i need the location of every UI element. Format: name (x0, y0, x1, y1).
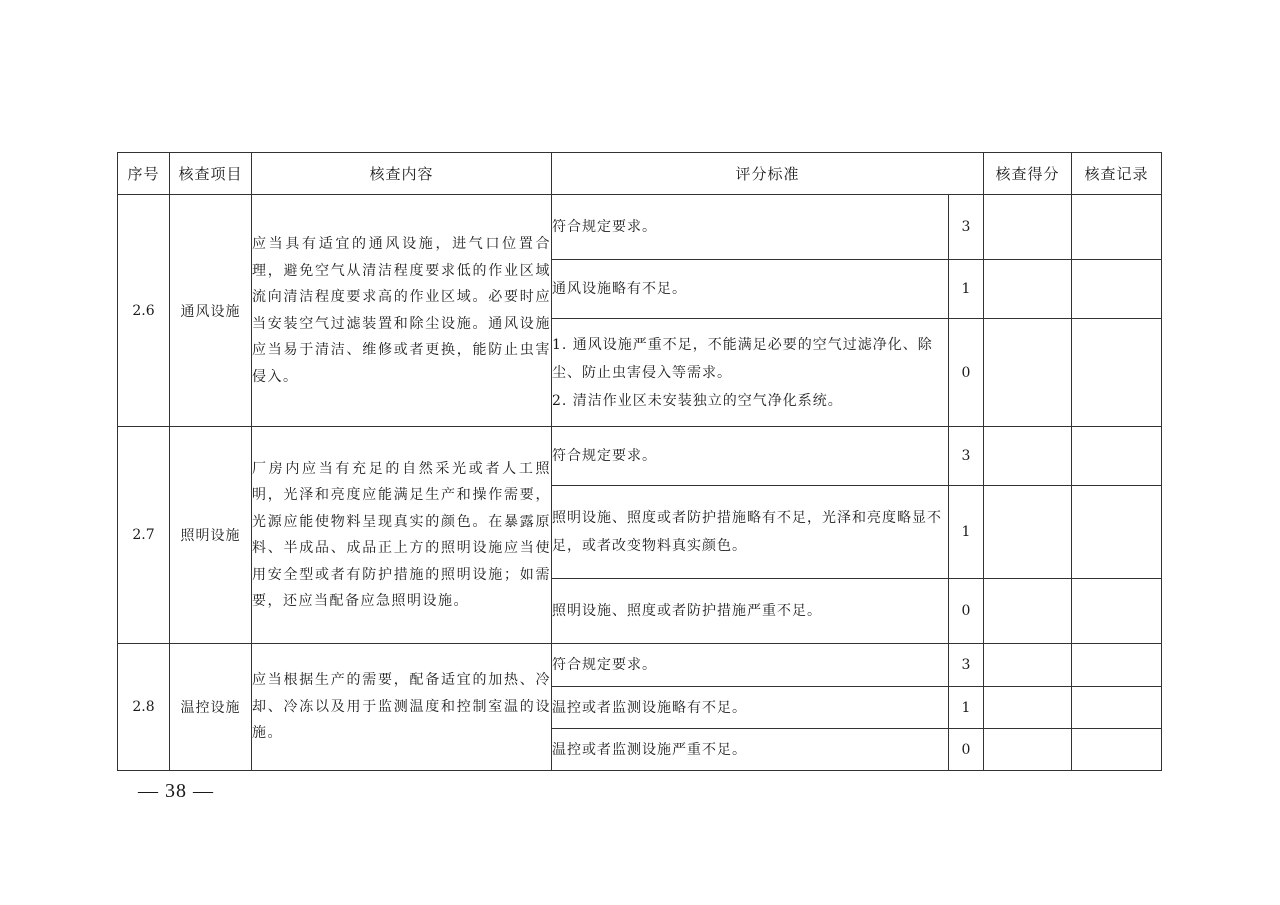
record-cell[interactable] (1072, 260, 1162, 319)
header-record: 核查记录 (1072, 153, 1162, 195)
criteria-text: 照明设施、照度或者防护措施严重不足。 (552, 579, 949, 644)
record-cell[interactable] (1072, 644, 1162, 687)
table-row (118, 427, 1162, 486)
criteria-text: 1. 通风设施严重不足，不能满足必要的空气过滤净化、除尘、防止虫害侵入等需求。 2. 清洁作业区未安装独立的空气净化系统。 (552, 319, 949, 427)
criteria-text: 温控或者监测设施严重不足。 (552, 729, 949, 771)
page-number: — 38 — (138, 780, 214, 802)
score-cell[interactable] (984, 644, 1072, 687)
criteria-points: 0 (949, 729, 984, 771)
criteria-text: 符合规定要求。 (552, 427, 949, 486)
criteria-points: 1 (949, 687, 984, 729)
row-item: 温控设施 (170, 644, 252, 771)
score-cell[interactable] (984, 319, 1072, 427)
header-item: 核查项目 (170, 153, 252, 195)
record-cell[interactable] (1072, 195, 1162, 260)
record-cell[interactable] (1072, 579, 1162, 644)
record-cell[interactable] (1072, 687, 1162, 729)
criteria-text: 照明设施、照度或者防护措施略有不足，光泽和亮度略显不足，或者改变物料真实颜色。 (552, 486, 949, 579)
score-cell[interactable] (984, 579, 1072, 644)
criteria-points: 3 (949, 644, 984, 687)
record-cell[interactable] (1072, 427, 1162, 486)
row-seq: 2.6 (118, 195, 170, 427)
row-content: 应当根据生产的需要，配备适宜的加热、冷却、冷冻以及用于监测温度和控制室温的设施。 (252, 644, 552, 771)
inspection-table (117, 152, 1162, 771)
criteria-text: 温控或者监测设施略有不足。 (552, 687, 949, 729)
score-cell[interactable] (984, 486, 1072, 579)
header-row (118, 153, 1162, 195)
record-cell[interactable] (1072, 486, 1162, 579)
row-seq: 2.7 (118, 427, 170, 644)
score-cell[interactable] (984, 427, 1072, 486)
criteria-text: 通风设施略有不足。 (552, 260, 949, 319)
row-item: 照明设施 (170, 427, 252, 644)
score-cell[interactable] (984, 687, 1072, 729)
table-row (118, 644, 1162, 687)
score-cell[interactable] (984, 195, 1072, 260)
criteria-points: 0 (949, 579, 984, 644)
row-content: 应当具有适宜的通风设施，进气口位置合理，避免空气从清洁程度要求低的作业区域流向清洁程度要求高的作业区域。必要时应当安装空气过滤装置和除尘设施。通风设施应当易于清洁、维修或者更换，能防止虫害侵入。 (252, 195, 552, 427)
row-content: 厂房内应当有充足的自然采光或者人工照明，光泽和亮度应能满足生产和操作需要，光源应能使物料呈现真实的颜色。在暴露原料、半成品、成品正上方的照明设施应当使用安全型或者有防护措施的照明设施；如需要，还应当配备应急照明设施。 (252, 427, 552, 644)
header-score: 核查得分 (984, 153, 1072, 195)
row-item: 通风设施 (170, 195, 252, 427)
header-content: 核查内容 (252, 153, 552, 195)
criteria-text: 符合规定要求。 (552, 644, 949, 687)
criteria-points: 3 (949, 195, 984, 260)
criteria-text: 符合规定要求。 (552, 195, 949, 260)
criteria-points: 1 (949, 486, 984, 579)
record-cell[interactable] (1072, 729, 1162, 771)
criteria-points: 3 (949, 427, 984, 486)
table-row (118, 195, 1162, 260)
row-seq: 2.8 (118, 644, 170, 771)
record-cell[interactable] (1072, 319, 1162, 427)
header-criteria: 评分标准 (552, 153, 984, 195)
score-cell[interactable] (984, 260, 1072, 319)
criteria-points: 1 (949, 260, 984, 319)
score-cell[interactable] (984, 729, 1072, 771)
header-seq: 序号 (118, 153, 170, 195)
criteria-points: 0 (949, 319, 984, 427)
